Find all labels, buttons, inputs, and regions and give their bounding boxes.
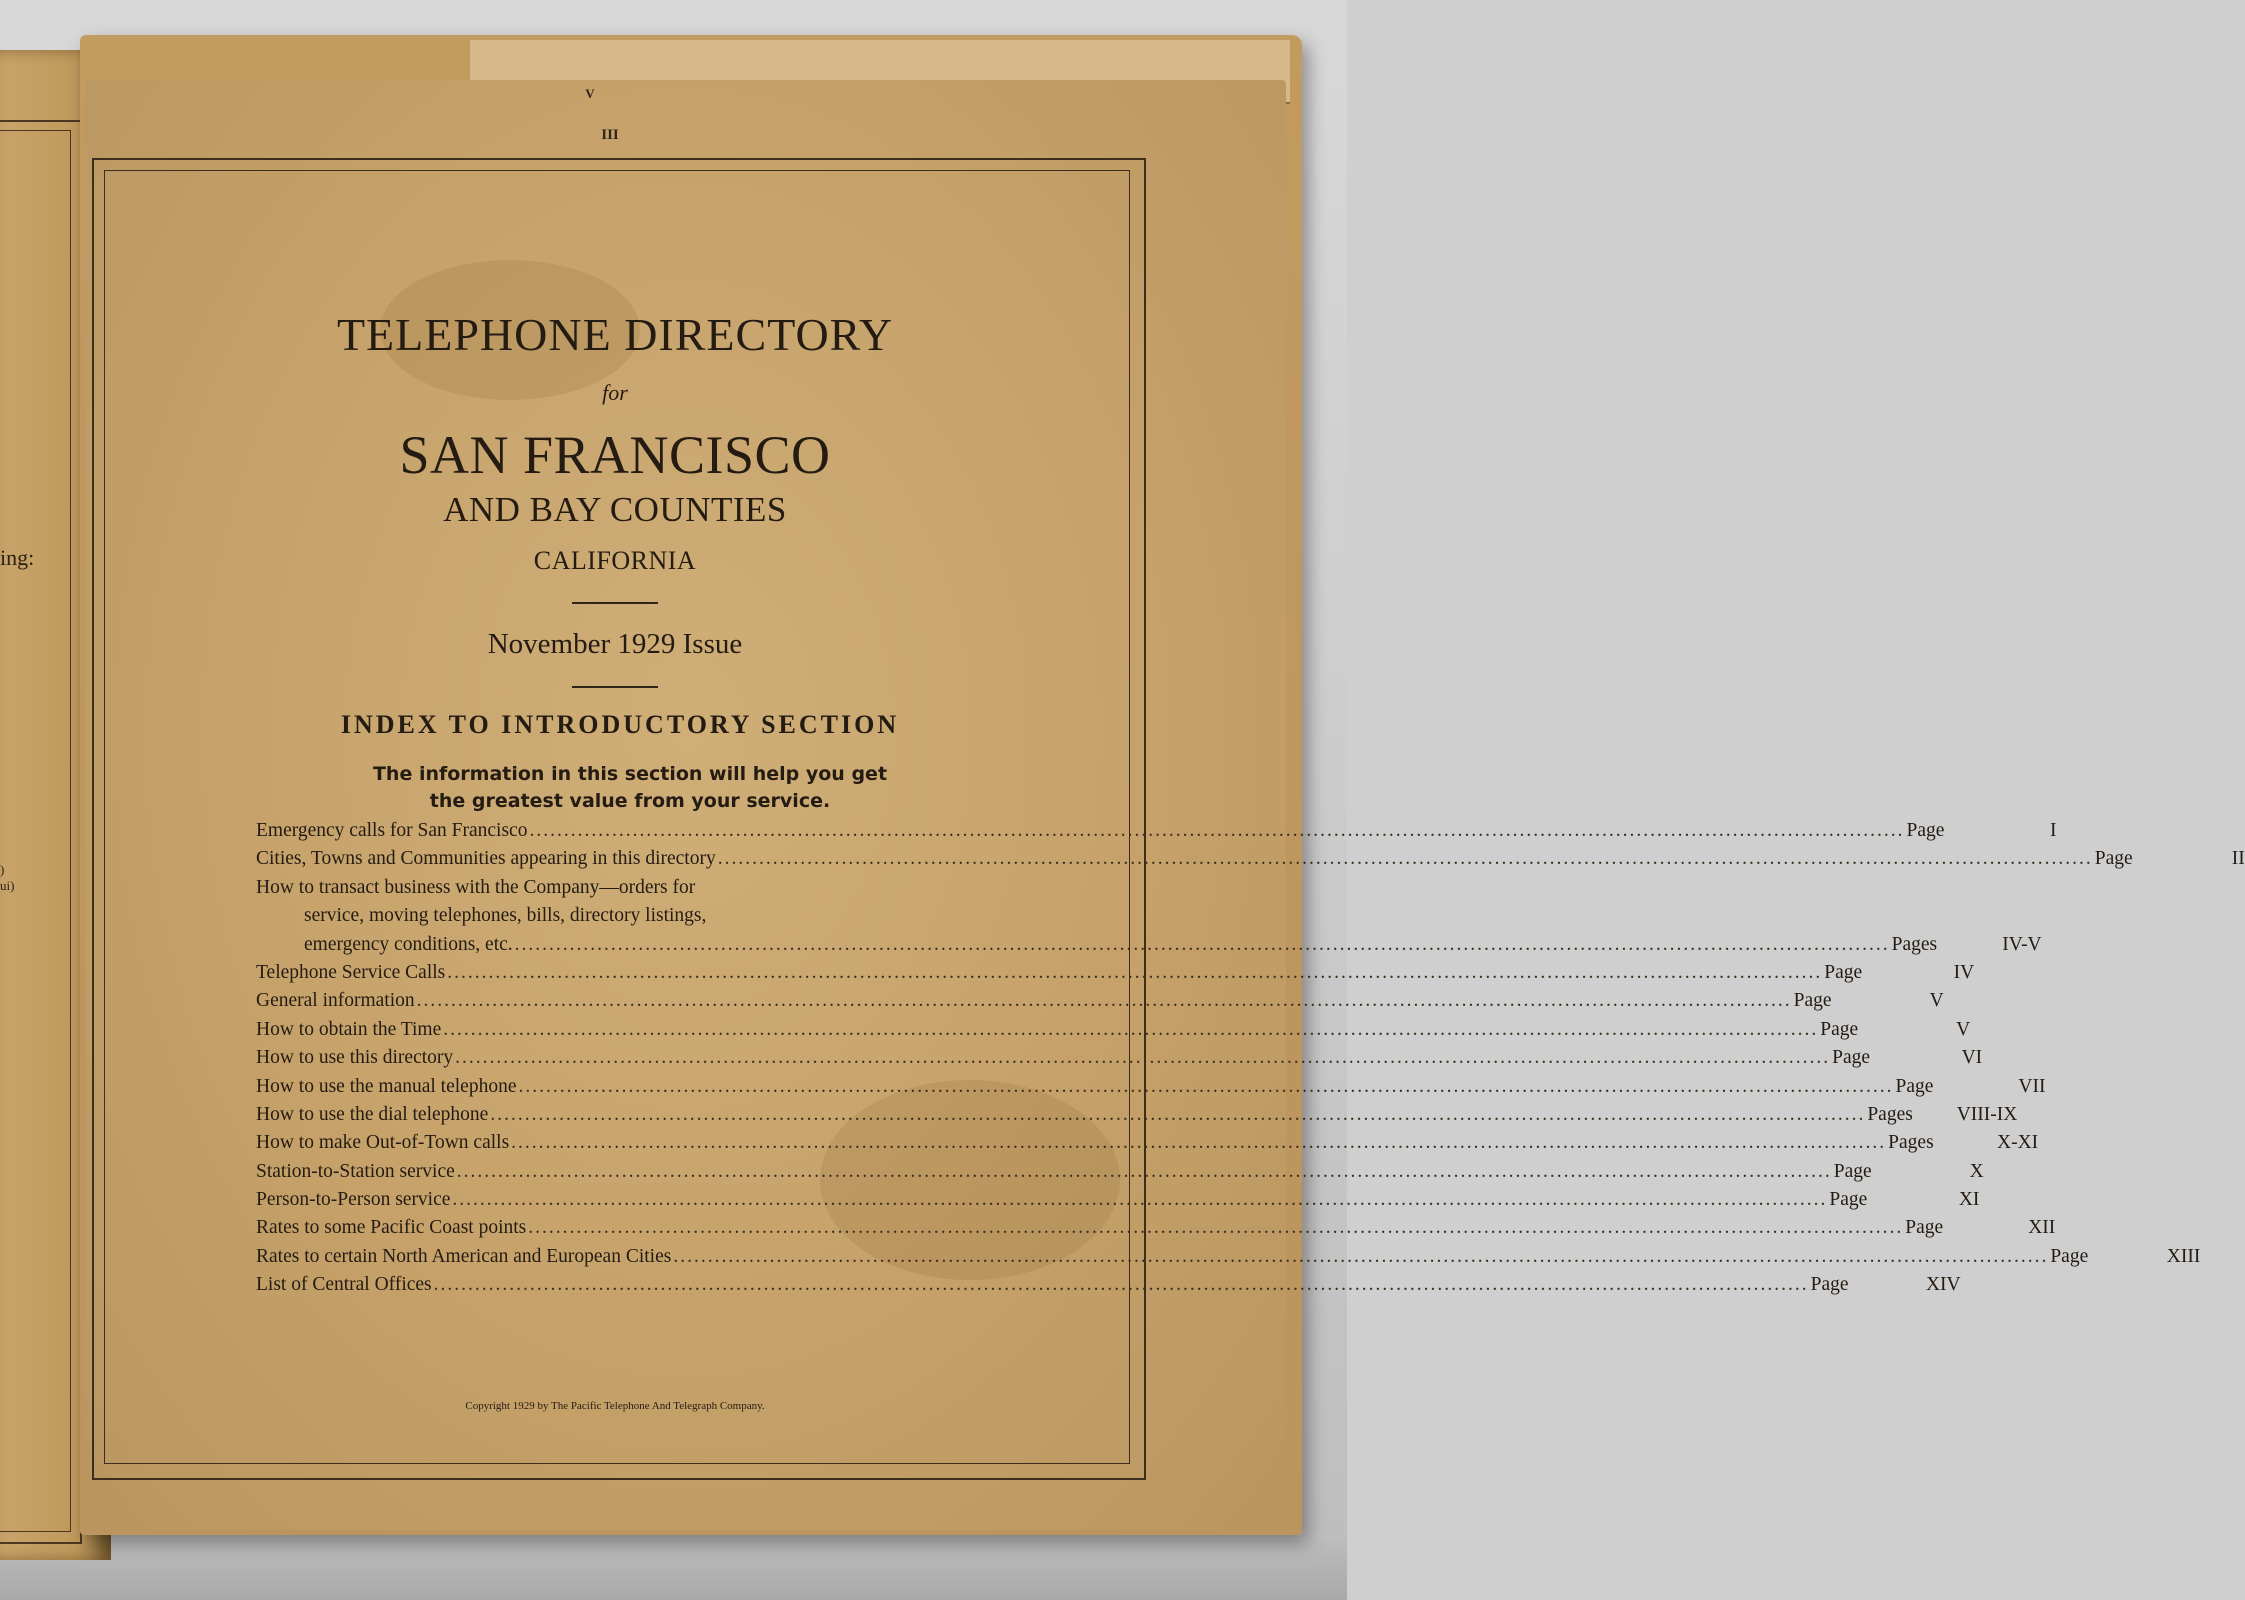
dot-leader: ........................................................................................................................................................................................................	[416, 990, 1792, 1012]
index-entry-page-number: VI	[1961, 1047, 1983, 1069]
index-entry-row	[256, 877, 982, 905]
index-entry-page-label: Page	[2050, 1245, 2089, 1267]
index-entry-row	[256, 1103, 2018, 1132]
index-entry-page-number: X-XI	[1997, 1132, 2039, 1154]
index-entry-title: General information	[256, 990, 415, 1012]
index-entry-title: Person-to-Person service	[256, 1189, 451, 1211]
title-state: CALIFORNIA	[533, 546, 697, 575]
index-entry-title: How to use the dial telephone	[256, 1103, 489, 1125]
left-page-text-fragment-small: )	[0, 862, 5, 877]
title-for: for	[602, 380, 628, 405]
dot-leader: ........................................................................................................................................................................................................	[529, 820, 1905, 841]
index-entry-row	[256, 1018, 1971, 1047]
index-entry-title: Telephone Service Calls	[256, 961, 446, 983]
dot-leader: ........................................................................................................................................................................................................	[447, 961, 1823, 983]
index-entry-page-label: Page	[1824, 961, 1863, 983]
index-entry-row	[256, 1132, 2039, 1160]
index-entry-row	[256, 1075, 2046, 1104]
title-city: SAN FRANCISCO	[399, 425, 831, 485]
index-entry-page-number: X	[1969, 1160, 1984, 1182]
divider-rule	[572, 602, 658, 604]
index-entry-title: service, moving telephones, bills, directory listings,	[304, 905, 707, 927]
dot-leader: ........................................................................................................................................................................................................	[490, 1103, 1866, 1125]
index-intro-line: the greatest value from your service.	[429, 790, 831, 812]
dot-leader: ........................................................................................................................................................................................................	[443, 1018, 1819, 1040]
index-entry-page-number: II	[2231, 848, 2245, 870]
index-entry-row	[256, 1189, 1980, 1217]
index-entry-page-number: IV-V	[2002, 933, 2042, 955]
index-entry-title: Emergency calls for San Francisco	[256, 820, 528, 841]
left-page-text-fragment-small: ui)	[0, 878, 15, 893]
dot-leader: ........................................................................................................................................................................................................	[452, 1189, 1828, 1211]
left-page-inner-border	[0, 130, 71, 1532]
page-title: TELEPHONE DIRECTORY	[336, 309, 894, 360]
table-surface	[0, 1540, 1347, 1600]
index-entry-title: How to obtain the Time	[256, 1018, 442, 1040]
index-entry-page-label: Page	[1832, 1047, 1871, 1069]
index-entry-row	[256, 1245, 2201, 1274]
index-entry-row	[256, 905, 982, 933]
dot-leader: ........................................................................................................................................................................................................	[717, 848, 2093, 870]
index-entry-title: How to transact business with the Company—orders for	[256, 876, 696, 898]
index-heading: INDEX TO INTRODUCTORY SECTION	[340, 710, 900, 739]
index-table-of-contents	[256, 820, 2245, 1303]
index-entry-title: How to use this directory	[256, 1047, 454, 1069]
index-entry-page-number: XI	[1958, 1189, 1980, 1211]
index-entry-page-label: Pages	[1867, 1103, 1913, 1125]
index-entry-page-label: Page	[1793, 990, 1832, 1012]
index-entry-page-label: Page	[1829, 1189, 1868, 1211]
index-intro-line: The information in this section will help you get	[372, 763, 888, 785]
index-entry-page-number: XII	[2028, 1217, 2056, 1239]
index-entry-page-number: XIV	[1925, 1274, 1961, 1296]
index-entry-page-number: VII	[2018, 1075, 2046, 1097]
index-entry-row	[256, 933, 2042, 962]
index-entry-row	[256, 1160, 1984, 1189]
dot-leader: ........................................................................................................................................................................................................	[433, 1274, 1809, 1296]
index-entry-title: Station-to-Station service	[256, 1160, 455, 1182]
dot-leader: ........................................................................................................................................................................................................	[518, 1075, 1894, 1097]
dot-leader: ........................................................................................................................................................................................................	[455, 1047, 1831, 1069]
index-entry-title: Rates to certain North American and European Cities	[256, 1245, 672, 1267]
index-entry-page-number: I	[2049, 820, 2057, 841]
index-entry-title: How to make Out-of-Town calls	[256, 1132, 510, 1154]
index-entry-row	[256, 820, 2057, 848]
index-entry-page-number: IV	[1953, 961, 1975, 983]
dot-leader: ........................................................................................................................................................................................................	[511, 1132, 1887, 1154]
index-entry-row	[256, 961, 1975, 990]
dot-leader: ........................................................................................................................................................................................................	[514, 933, 1890, 955]
index-entry-page-label: Page	[1905, 1217, 1944, 1239]
divider-rule	[572, 686, 658, 688]
index-entry-page-label: Page	[1810, 1274, 1849, 1296]
index-entry-title: List of Central Offices	[256, 1274, 432, 1296]
index-entry-row	[256, 1274, 1961, 1302]
top-tab-folio: V	[585, 86, 595, 101]
index-entry-page-label: Page	[1895, 1075, 1934, 1097]
index-entry-page-label: Page	[1833, 1160, 1872, 1182]
index-entry-page-number: V	[1929, 990, 1944, 1012]
index-entry-page-label: Page	[2094, 848, 2133, 870]
index-entry-row	[256, 1217, 2056, 1245]
index-entry-page-label: Pages	[1888, 1132, 1934, 1154]
index-entry-page-number: XIII	[2166, 1245, 2201, 1267]
left-page-text-fragment: ing:	[0, 545, 35, 570]
copyright-notice: Copyright 1929 by The Pacific Telephone And Telegraph Company.	[465, 1400, 765, 1412]
index-entry-page-label: Pages	[1891, 933, 1938, 955]
issue-date: November 1929 Issue	[487, 628, 743, 660]
index-entry-title: emergency conditions, etc.	[304, 933, 513, 955]
page-number: III	[601, 127, 619, 143]
index-entry-title: How to use the manual telephone	[256, 1075, 517, 1097]
index-entry-page-label: Page	[1820, 1018, 1859, 1040]
index-entry-row	[256, 990, 1944, 1018]
index-entry-page-number: V	[1956, 1018, 1971, 1040]
index-entry-row	[256, 1047, 1983, 1075]
index-entry-row	[256, 848, 2245, 876]
dot-leader: ........................................................................................................................................................................................................	[528, 1217, 1904, 1239]
title-counties: AND BAY COUNTIES	[443, 490, 787, 529]
index-entry-title: Rates to some Pacific Coast points	[256, 1217, 527, 1239]
dot-leader: ........................................................................................................................................................................................................	[673, 1245, 2049, 1267]
index-entry-title: Cities, Towns and Communities appearing in this directory	[256, 848, 716, 870]
index-entry-page-number: VIII-IX	[1956, 1103, 2018, 1125]
index-entry-page-label: Page	[1906, 820, 1945, 841]
dot-leader: ........................................................................................................................................................................................................	[456, 1160, 1832, 1182]
